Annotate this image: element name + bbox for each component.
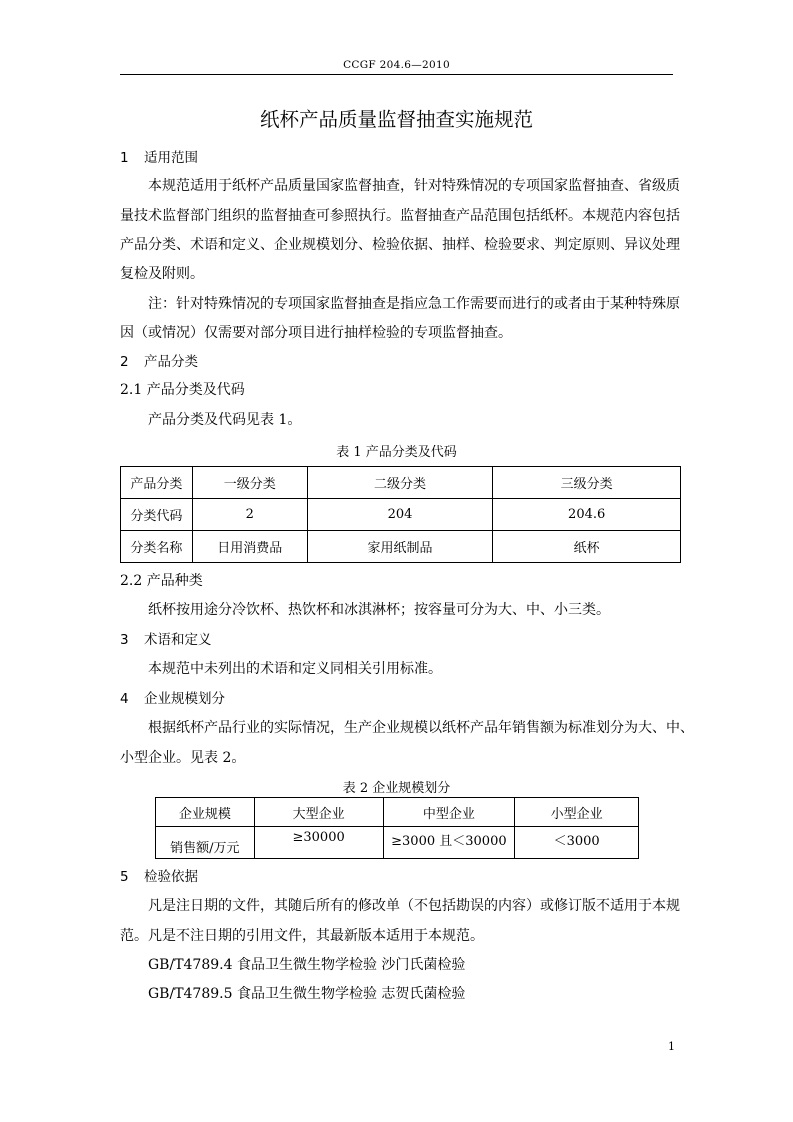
- section-5-title: 检验依据: [144, 869, 198, 885]
- table-cell: 家用纸制品: [307, 531, 493, 563]
- table-cell: 小型企业: [515, 798, 639, 827]
- section-2-title: 产品分类: [144, 354, 198, 370]
- reference-item: GB/T4789.4 食品卫生微生物学检验 沙门氏菌检验: [148, 957, 466, 973]
- section-3-title: 术语和定义: [144, 632, 212, 648]
- table-cell: 三级分类: [493, 467, 681, 499]
- document-title: 纸杯产品质量监督抽查实施规范: [259, 108, 533, 131]
- enterprise-scale-table: [155, 797, 639, 859]
- table-cell: 企业规模: [156, 798, 255, 827]
- table-cell: ≥30000: [254, 827, 383, 859]
- reference-item: GB/T4789.5 食品卫生微生物学检验 志贺氏菌检验: [148, 986, 466, 1002]
- section-2-number: 2: [120, 354, 129, 370]
- table-cell: 204.6: [493, 499, 681, 531]
- table-cell: 一级分类: [192, 467, 307, 499]
- section-2-1-text: 产品分类及代码见表 1。: [148, 412, 302, 428]
- section-1-heading: [120, 148, 198, 168]
- table-cell: 204: [307, 499, 493, 531]
- section-2-1-heading: 2.1 产品分类及代码: [120, 382, 245, 398]
- table-cell: 分类名称: [121, 531, 193, 563]
- table-2-header-row: [156, 798, 639, 827]
- table-row: [121, 531, 681, 563]
- section-4-title: 企业规模划分: [144, 691, 225, 707]
- section-1-para-line-1: 本规范适用于纸杯产品质量国家监督抽查，针对特殊情况的专项国家监督抽查、省级质: [148, 178, 680, 194]
- section-2-2-text: 纸杯按用途分冷饮杯、热饮杯和冰淇淋杯；按容量可分为大、中、小三类。: [148, 602, 610, 618]
- table-cell: 销售额/万元: [156, 827, 255, 859]
- table-cell: 2: [192, 499, 307, 531]
- page-number: 1: [668, 1040, 675, 1053]
- table-cell: 产品分类: [121, 467, 193, 499]
- section-4-number: 4: [120, 691, 129, 707]
- section-2-heading: [120, 352, 198, 372]
- product-classification-table: [120, 466, 681, 563]
- section-5-para-line-2: 范。凡是不注日期的引用文件，其最新版本适用于本规范。: [120, 928, 484, 944]
- section-5-number: 5: [120, 869, 129, 885]
- section-1-note-line-2: 因（或情况）仅需要对部分项目进行抽样检验的专项监督抽查。: [120, 325, 512, 341]
- table-1-caption: 表 1 产品分类及代码: [336, 445, 457, 460]
- section-1-note-line-1: 注：针对特殊情况的专项国家监督抽查是指应急工作需要而进行的或者由于某种特殊原: [148, 296, 680, 312]
- section-1-para-line-2: 量技术监督部门组织的监督抽查可参照执行。监督抽查产品范围包括纸杯。本规范内容包括: [120, 208, 680, 224]
- section-1-title: 适用范围: [144, 150, 198, 166]
- section-2-2-heading: 2.2 产品种类: [120, 573, 203, 589]
- table-cell: 日用消费品: [192, 531, 307, 563]
- section-3-number: 3: [120, 632, 129, 648]
- table-cell: 大型企业: [254, 798, 383, 827]
- section-1-number: 1: [120, 150, 129, 166]
- table-row: [121, 499, 681, 531]
- table-cell: ≥3000 且＜30000: [383, 827, 515, 859]
- table-cell: ＜3000: [515, 827, 639, 859]
- section-3-text: 本规范中未列出的术语和定义同相关引用标准。: [148, 661, 442, 677]
- section-4-para-line-1: 根据纸杯产品行业的实际情况，生产企业规模以纸杯产品年销售额为标准划分为大、中、: [148, 720, 694, 736]
- table-cell: 中型企业: [383, 798, 515, 827]
- table-cell: 分类代码: [121, 499, 193, 531]
- table-row: [156, 827, 639, 859]
- section-1-para-line-3: 产品分类、术语和定义、企业规模划分、检验依据、抽样、检验要求、判定原则、异议处理: [120, 237, 680, 253]
- section-4-para-line-2: 小型企业。见表 2。: [120, 750, 246, 766]
- table-1-header-row: [121, 467, 681, 499]
- header-rule: [120, 74, 673, 75]
- table-cell: 纸杯: [493, 531, 681, 563]
- section-3-heading: [120, 630, 212, 650]
- section-5-heading: [120, 867, 198, 887]
- section-5-para-line-1: 凡是注日期的文件，其随后所有的修改单（不包括勘误的内容）或修订版不适用于本规: [148, 898, 680, 914]
- section-1-para-line-4: 复检及附则。: [120, 266, 204, 282]
- page-header-code: CCGF 204.6—2010: [343, 59, 450, 71]
- table-cell: 二级分类: [307, 467, 493, 499]
- section-4-heading: [120, 689, 225, 709]
- table-2-caption: 表 2 企业规模划分: [342, 781, 451, 796]
